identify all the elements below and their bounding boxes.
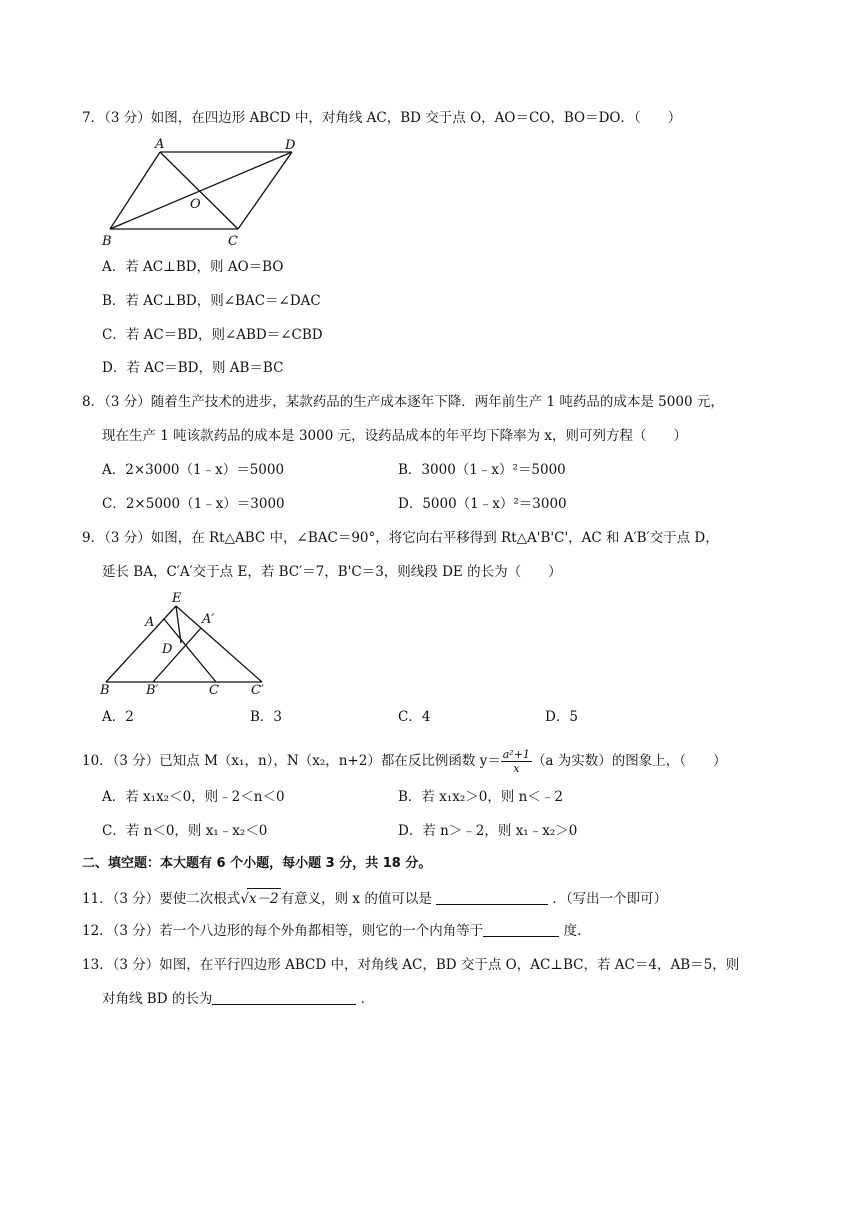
q11-answer-blank[interactable] <box>436 890 548 905</box>
q7-label-c: C <box>228 234 238 249</box>
q13-prefix: 对角线 BD 的长为 <box>102 991 213 1007</box>
q11-middle: 有意义，则 x 的值可以是 <box>280 891 432 907</box>
q8-option-a: A．2×3000（1﹣x）＝5000 <box>102 462 285 478</box>
q10-stem <box>82 746 727 776</box>
q13-suffix: ． <box>360 991 375 1007</box>
q9-label-b-prime: B′ <box>146 683 159 698</box>
q8-option-b: B．3000（1﹣x）²＝5000 <box>398 462 566 478</box>
q11-stem: 11．（3 分）要使二次根式√x－2 有意义，则 x 的值可以是 ．（写出一个即可） <box>82 888 667 909</box>
q12-prefix: 12．（3 分）若一个八边形的每个外角都相等，则它的一个内角等于 <box>82 923 484 939</box>
q9-stem-line2: 延长 BA，C′A′交于点 E，若 BC′＝7，B'C＝3，则线段 DE 的长为（ ） <box>102 564 562 580</box>
q9-option-a: A．2 <box>102 709 134 725</box>
q7-label-b: B <box>102 234 112 249</box>
q8-stem-line1: 8．（3 分）随着生产技术的进步，某款药品的生产成本逐年下降．两年前生产 1 吨药品的成本是 5000 元， <box>82 394 724 410</box>
q10-option-d: D．若 n＞﹣2，则 x₁﹣x₂＞0 <box>398 823 578 839</box>
q11-radicand: x－2 <box>247 888 281 909</box>
q7-option-a: A．若 AC⊥BD，则 AO＝BO <box>102 259 284 275</box>
q10-option-a: A．若 x₁x₂＜0，则﹣2＜n＜0 <box>102 789 285 805</box>
q9-label-d: D <box>162 642 173 657</box>
q9-label-a-prime: A′ <box>202 612 215 627</box>
q7-label-d: D <box>285 138 296 153</box>
q9-label-a: A <box>145 615 155 630</box>
q7-option-d: D．若 AC＝BD，则 AB＝BC <box>102 360 284 376</box>
q13-stem-line1: 13．（3 分）如图，在平行四边形 ABCD 中，对角线 AC，BD 交于点 O，AC⊥BC，若 AC＝4，AB＝5，则 <box>82 957 740 973</box>
q9-label-e: E <box>172 591 182 606</box>
q10-stem-suffix: （a 为实数）的图象上，（ ） <box>531 753 727 769</box>
q9-triangle-figure <box>98 586 278 698</box>
q7-label-a: A <box>155 137 165 152</box>
q11-prefix: 11．（3 分）要使二次根式 <box>82 891 241 907</box>
q9-option-b: B．3 <box>250 709 283 725</box>
q10-option-c: C．若 n＜0，则 x₁﹣x₂＜0 <box>102 823 268 839</box>
q10-fraction-numerator: a²+1 <box>502 748 530 761</box>
q7-option-b: B．若 AC⊥BD，则∠BAC＝∠DAC <box>102 293 321 309</box>
q10-fraction-denominator: x <box>513 762 520 775</box>
q9-stem-line1: 9．（3 分）如图，在 Rt△ABC 中，∠BAC＝90°，将它向右平移得到 Rt△A'B'C'，AC 和 A′B′交于点 D， <box>82 530 719 546</box>
q9-label-c: C <box>209 683 219 698</box>
q7-label-o: O <box>190 197 201 212</box>
q8-option-d: D．5000（1﹣x）²＝3000 <box>398 496 567 512</box>
q7-parallelogram-figure <box>98 136 308 250</box>
q8-stem-line2: 现在生产 1 吨该款药品的成本是 3000 元，设药品成本的年平均下降率为 x，则可列方程（ ） <box>102 428 688 444</box>
q11-suffix: ．（写出一个即可） <box>552 891 668 907</box>
q7-option-c: C．若 AC＝BD，则∠ABD＝∠CBD <box>102 327 323 343</box>
q13-stem-line2 <box>102 989 374 1009</box>
q10-option-b: B．若 x₁x₂＞0，则 n＜﹣2 <box>398 789 563 805</box>
q10-fraction <box>501 748 532 775</box>
q12-stem <box>82 921 581 941</box>
q7-stem: 7．（3 分）如图，在四边形 ABCD 中，对角线 AC，BD 交于点 O，AO＝CO，BO＝DO．（ ） <box>82 110 682 126</box>
q9-option-c: C．4 <box>398 709 431 725</box>
q13-answer-blank[interactable] <box>212 990 356 1005</box>
q12-suffix: 度. <box>563 923 582 939</box>
q9-label-b: B <box>100 683 110 698</box>
q9-label-c-prime: C′ <box>251 683 264 698</box>
section-fill-in-heading: 二、填空题：本大题有 6 个小题，每小题 3 分，共 18 分。 <box>82 856 432 871</box>
q10-stem-prefix: 10．（3 分）已知点 M（x₁，n），N（x₂，n+2）都在反比例函数 y＝ <box>82 753 501 769</box>
q8-option-c: C．2×5000（1﹣x）＝3000 <box>102 496 285 512</box>
q12-answer-blank[interactable] <box>483 922 559 937</box>
q9-option-d: D．5 <box>545 709 578 725</box>
